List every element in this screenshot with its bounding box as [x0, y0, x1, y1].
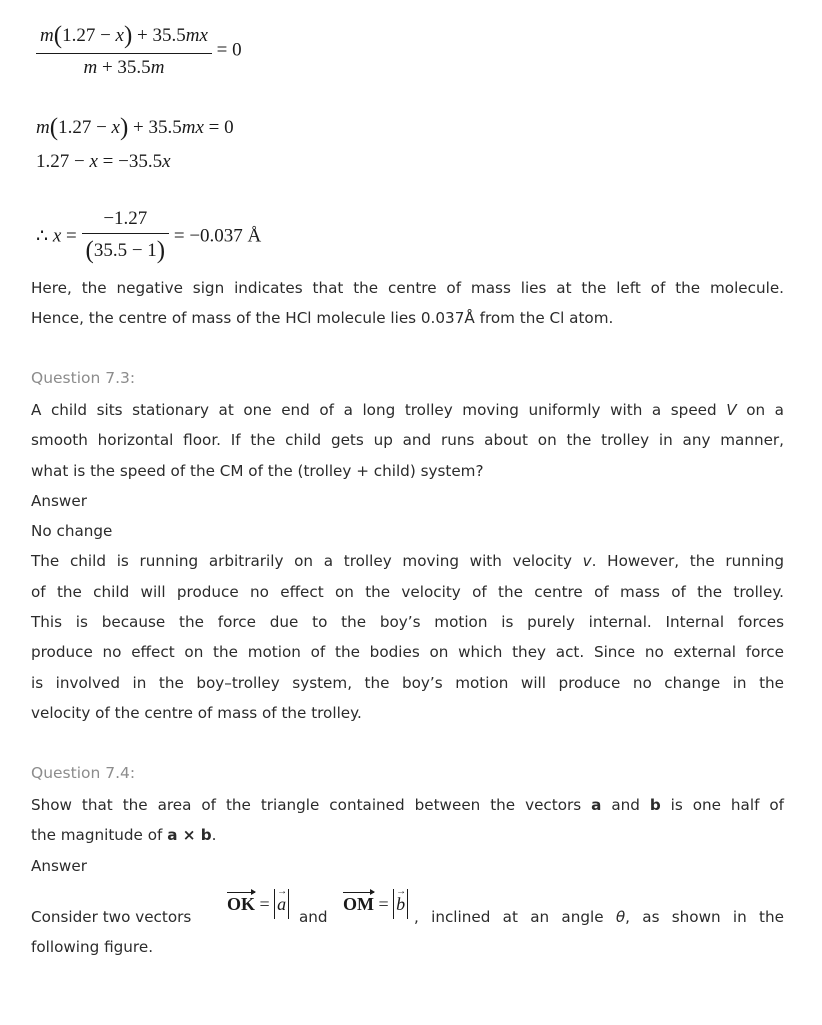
therefore-symbol: ∴: [36, 226, 53, 247]
cross-product: a × b: [167, 826, 212, 845]
equation-rhs: = 0: [211, 39, 242, 61]
equals: =: [374, 894, 394, 914]
equation-com-fraction: [36, 22, 242, 79]
question-text: [31, 790, 784, 881]
text-line: Hence, the centre of mass of the HCl molecule lies 0.037Å from the Cl atom.: [31, 309, 614, 328]
term: 1.27 −: [62, 25, 116, 46]
vector-a: a: [591, 796, 602, 814]
text: Show that the area of the triangle contained between the vectors: [31, 796, 592, 814]
equals: =: [61, 225, 82, 247]
text: and: [299, 908, 328, 926]
text-line: [31, 395, 784, 425]
term: = −35.5: [97, 151, 163, 172]
var-x: x: [89, 151, 98, 172]
var-m: m: [36, 117, 50, 138]
question-text: [31, 395, 784, 728]
text-line: [31, 546, 784, 576]
fraction-denominator: [36, 54, 212, 79]
var-v: V: [726, 401, 737, 419]
var-x: x: [52, 225, 62, 247]
text: and: [601, 796, 650, 814]
equation-simplified: [36, 151, 171, 173]
equation-result: [36, 208, 261, 265]
theta-symbol: θ: [615, 908, 626, 926]
term: 1.27 −: [36, 151, 90, 172]
vector-ok-equation: [227, 889, 289, 919]
var-m: m: [83, 57, 98, 78]
fraction: [82, 208, 170, 265]
text-line: of the child will produce no effect on the velocity of the centre of mass of the trolley.: [31, 582, 784, 601]
text: . However, the running: [591, 552, 784, 571]
vector-om-equation: [343, 889, 408, 919]
term: + 35.5: [97, 57, 151, 78]
text-line: [31, 790, 784, 820]
text-line: what is the speed of the CM of the (trolley + child) system?: [31, 461, 484, 480]
var-m: m: [150, 57, 165, 78]
var-mx: mx: [185, 25, 208, 46]
text: The child is running arbitrarily on a trolley moving with velocity: [31, 552, 583, 571]
answer-label: Answer: [31, 491, 87, 510]
question-heading: Question 7.4:: [31, 764, 136, 782]
text-line: This is because the force due to the boy’s motion is purely internal. Internal forces: [31, 613, 784, 632]
answer-label: Answer: [31, 856, 87, 875]
text: , as shown in the: [625, 908, 784, 926]
term: + 35.5: [128, 117, 182, 138]
fraction-numerator: m(1.27 − x) + 35.5mx: [36, 22, 212, 54]
vector-b: b: [649, 796, 661, 814]
text: .: [211, 826, 217, 845]
text: , inclined at an angle: [414, 908, 616, 926]
var-x: x: [111, 117, 120, 138]
text: is one half of: [660, 796, 784, 814]
term: + 35.5: [132, 25, 186, 46]
vector-a-magnitude: → a: [277, 889, 286, 919]
vector-ok: OK: [227, 894, 256, 914]
var-m: m: [40, 25, 54, 46]
text-line: smooth horizontal floor. If the child gets up and runs about on the trolley in any manner,: [31, 431, 784, 450]
equals: =: [255, 894, 275, 914]
question-heading: Question 7.3:: [31, 369, 136, 387]
var-x: x: [115, 25, 124, 46]
vector-b-magnitude: → b: [396, 889, 405, 919]
text: A child sits stationary at one end of a long trolley moving uniformly with a speed: [31, 401, 727, 419]
equation-rhs: = 0: [203, 117, 234, 138]
text-line: velocity of the centre of mass of the trolley.: [31, 703, 362, 722]
text-line: following figure.: [31, 938, 154, 956]
vectors-statement: [31, 894, 784, 933]
text-line: [31, 820, 784, 850]
fraction-numerator: −1.27: [82, 208, 170, 234]
var-x: x: [162, 151, 171, 172]
vector-om: OM: [343, 894, 374, 914]
text: [414, 908, 784, 926]
equation-expanded: m(1.27 − x) + 35.5mx = 0: [36, 114, 234, 141]
text: on a: [736, 401, 784, 419]
text: the magnitude of: [31, 826, 168, 845]
var-mx: mx: [181, 117, 204, 138]
equation-result-value: = −0.037 Å: [169, 225, 262, 247]
text-line: is involved in the boy–trolley system, the boy’s motion will produce no change in the: [31, 673, 784, 692]
fraction: [36, 22, 212, 79]
text-line: produce no effect on the motion of the bodies on which they act. Since no external force: [31, 643, 784, 662]
term: 35.5 − 1: [93, 240, 157, 261]
fraction-denominator: (35.5 − 1): [85, 237, 166, 264]
text-line: Here, the negative sign indicates that the centre of mass lies at the left of the molecule.: [31, 279, 784, 297]
term: 1.27 −: [58, 117, 112, 138]
text: Consider two vectors: [31, 908, 192, 926]
var-v: v: [582, 552, 592, 571]
answer-short: No change: [31, 522, 113, 541]
explanation-paragraph: [31, 273, 784, 334]
